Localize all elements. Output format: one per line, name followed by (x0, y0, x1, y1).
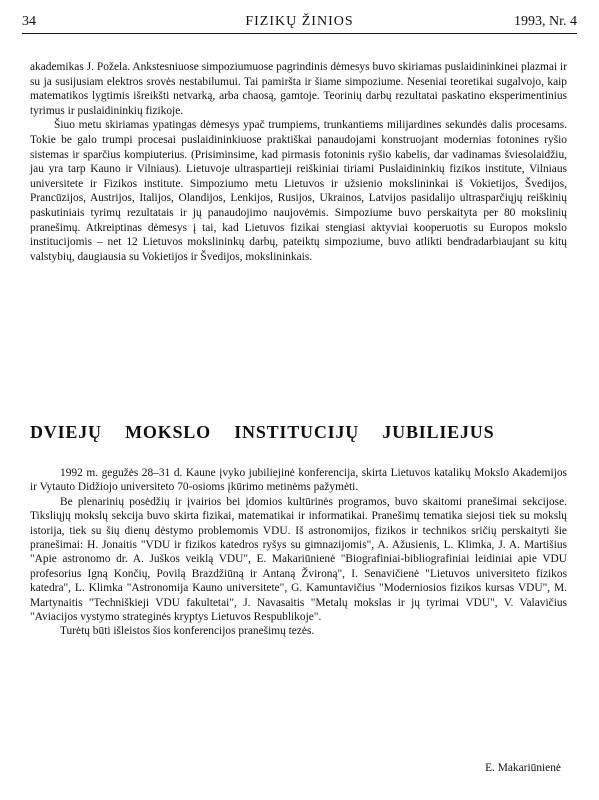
author-signature: E. Makariūnienė (485, 762, 561, 774)
page-number: 34 (22, 14, 36, 29)
article-body (30, 466, 567, 639)
journal-title: FIZIKŲ ŽINIOS (245, 14, 354, 29)
paragraph: akademikas J. Požela. Ankstesniuose simpoziumuose pagrindinis dėmesys buvo skiriamas puslaidininkinei plazmai ir su ja susijusiam elektros srovės nestabilumui. Tai pamiršta ir šiame simpoziume. Neseniai teoretikai sugalvojo, kaip matematikos lygtimis išreikšti netvarką, arba chaosą, gamtoje. Teorinių darbų rezultatai paskatino eksperimentinius tyrimus ir puslaidininkių fizikoje. (30, 61, 567, 117)
header-rule (22, 33, 577, 34)
paragraph: Turėtų būti išleistos šios konferencijos pranešimų tezės. (60, 625, 315, 638)
article-continuation (30, 60, 567, 264)
article-title: DVIEJŲ MOKSLO INSTITUCIJŲ JUBILIEJUS (30, 422, 495, 442)
paragraph: Be plenarinių posėdžių ir įvairios bei įdomios kultūrinės programos, buvo skaitomi pranešimai sekcijose. Tiksliųjų mokslų sekcija buvo skirta fizikai, matematikai ir informatikai. Pranešimų tematika siejosi tiek su mokslų istorija, tiek su šių dienų dėstymo problemomis VDU. Iš astronomijos, fizikos ir technikos sričių perskaityti šie pranešimai: H. Jonaitis "VDU ir fizikos katedros ryšys su gimnazijomis", A. Ažusienis, L. Klimka, J. A. Martišius "Apie astronomo dr. A. Juškos veiklą VDU", E. Makariūnienė "Biografiniai-bibliografiniai leidiniai apie VDU profesorius Igną Končių, Povilą Brazdžiūną ir Antaną Žvironą", I. Senavičienė "Lietuvos universiteto fizikos katedra", L. Klimka "Astronomija Kauno universitete", G. Kamuntavičius "Moderniosios fizikos kursas VDU", M. Martynaitis "Techniškieji VDU fakultetai", J. Navasaitis "Metalų mokslas ir jų tyrimai VDU", V. Valavičius "Aviacijos vystymo strateginės kryptys Lietuvos Respublikoje". (30, 495, 567, 624)
paragraph: Šiuo metu skiriamas ypatingas dėmesys ypač trumpiems, trunkantiems milijardines sekundės dalis procesams. Tokie be galo trumpi procesai puslaidininkiuose praktiškai panaudojami konstruojant modernias fotonines ryšio sistemas ir sparčius kompiuterius. (Prisiminsime, kad pirmasis fotoninis ryšio kabelis, dar vadinamas šviesolaidžiu, jau yra tarp Kauno ir Vilniaus). Lietuvoje ultraspartieji reiškiniai tiriami Puslaidininkių fizikos institute, Vilniaus universitete ir Fizikos institute. Simpoziumo metu Lietuvos ir užsienio mokslininkai iš Vokietijos, Švedijos, Prancūzijos, Austrijos, Italijos, Olandijos, Lenkijos, Rusijos, Ukrainos, Latvijos pasidalijo ultrasparčiųjų reiškinių paskutiniais tyrimų rezultatais ir jų panaudojimo naujovėmis. Simpoziume buvo perskaityta per 80 mokslinių pranešimų. Atkreiptinas dėmesys į tai, kad Lietuvos fizikai stengiasi aktyviai kooperuotis su Europos mokslo institucijomis – net 12 Lietuvos mokslininkų darbų, pateiktų simpoziume, buvo atlikti bendradarbiaujant su kitų valstybių, daugiausia su Vokietijos ir Švedijos, mokslininkais. (30, 119, 567, 263)
paragraph: 1992 m. gegužės 28–31 d. Kaune įvyko jubiliejinė konferencija, skirta Lietuvos katalikų Mokslo Akademijos ir Vytauto Didžiojo universiteto 70-osioms įkūrimo metinėms pažymėti. (30, 467, 567, 494)
issue-number: 1993, Nr. 4 (514, 14, 577, 29)
